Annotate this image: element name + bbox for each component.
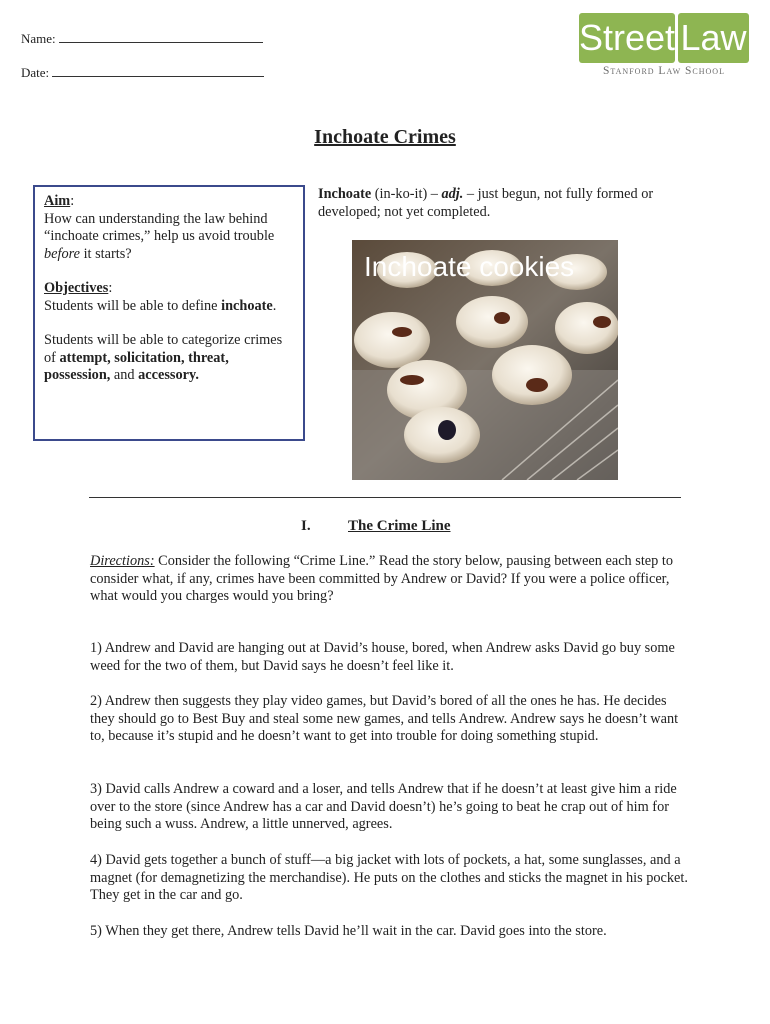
objective-2 [44, 332, 294, 385]
objectives-heading: Objectives [44, 280, 109, 296]
page-title: Inchoate Crimes [314, 126, 456, 148]
aim-heading: Aim [44, 193, 71, 209]
aim-text [44, 211, 294, 264]
inchoate-cookies-photo [352, 240, 618, 480]
aim-text-main: How can understanding the law behind “inchoate crimes,” help us avoid trouble [44, 210, 275, 244]
aim-text-tail: it starts? [80, 245, 132, 262]
section-number: I. [301, 518, 311, 534]
street-law-logo [579, 13, 749, 79]
objective-2-last: accessory. [138, 367, 199, 383]
photo-caption: Inchoate cookies [364, 251, 575, 282]
aim-heading-line: Aim: [44, 193, 75, 209]
name-field [21, 30, 263, 47]
definition-pronunciation: (in-ko-it) – [371, 186, 442, 202]
step-5: 5) When they get there, Andrew tells David he’ll wait in the car. David goes into the store. [90, 923, 607, 939]
name-blank-line[interactable] [59, 30, 263, 43]
date-blank-line[interactable] [52, 64, 264, 77]
logo-word-law: Law [678, 13, 749, 63]
logo-word-street: Street [579, 13, 675, 63]
date-field [21, 64, 264, 81]
logo-subtitle: Stanford Law School [603, 65, 725, 77]
objective-2-terms: attempt, solicitation, threat, possession, [44, 349, 229, 383]
objective-2-and: and [110, 367, 139, 383]
aim-objectives-box [33, 185, 305, 441]
objective-1: Students will be able to define inchoate. [44, 297, 277, 314]
directions-text: Consider the following “Crime Line.” Read the story below, pausing between each step to consider what, if any, crimes have been committed by Andrew or David? If you were a police officer, what would you charges would you bring? [90, 553, 673, 605]
definition-term: Inchoate [318, 186, 372, 202]
name-label: Name: [21, 31, 56, 46]
step-1: 1) Andrew and David are hanging out at David’s house, bored, when Andrew asks David go buy some weed for the two of them, but David says he doesn’t feel like it. [90, 640, 675, 674]
date-label: Date: [21, 65, 50, 80]
objective-1-term: inchoate [221, 297, 273, 314]
definition-meaning: – just begun, not fully formed or developed; not yet completed. [318, 186, 654, 220]
directions-paragraph [90, 553, 690, 606]
section-divider [89, 497, 681, 498]
aim-emphasis: before [44, 245, 80, 262]
step-3: 3) David calls Andrew a coward and a loser, and tells Andrew that if he doesn’t at least give him a ride over to the store (since Andrew has a car and David doesn’t) he’s going to beat he crap out of him for being such a wuss. Andrew, a little unnerved, agrees. [90, 781, 677, 833]
step-2: 2) Andrew then suggests they play video games, but David’s bored of all the ones he has. He decides they should go to Best Buy and steal some new games, and tells Andrew. Andrew says he doesn’t want to, because it’s stupid and he doesn’t want to get into trouble for doing something stupid. [90, 693, 679, 745]
objective-2-text: Students will be able to categorize crimes of [44, 332, 283, 366]
directions-label: Directions: [90, 553, 155, 569]
inchoate-definition [318, 186, 688, 221]
objective-1-text: Students will be able to define [44, 297, 222, 314]
objectives-heading-line: Objectives: [44, 280, 113, 296]
step-4: 4) David gets together a bunch of stuff—a big jacket with lots of pockets, a hat, some sunglasses, and a magnet (for demagnetizing the merchandise). He puts on the clothes and sticks the magnet in his pocket. They get in the car and go. [90, 852, 688, 904]
section-title: The Crime Line [348, 518, 451, 534]
cookies-illustration [352, 240, 618, 480]
definition-pos: adj. [441, 186, 464, 202]
